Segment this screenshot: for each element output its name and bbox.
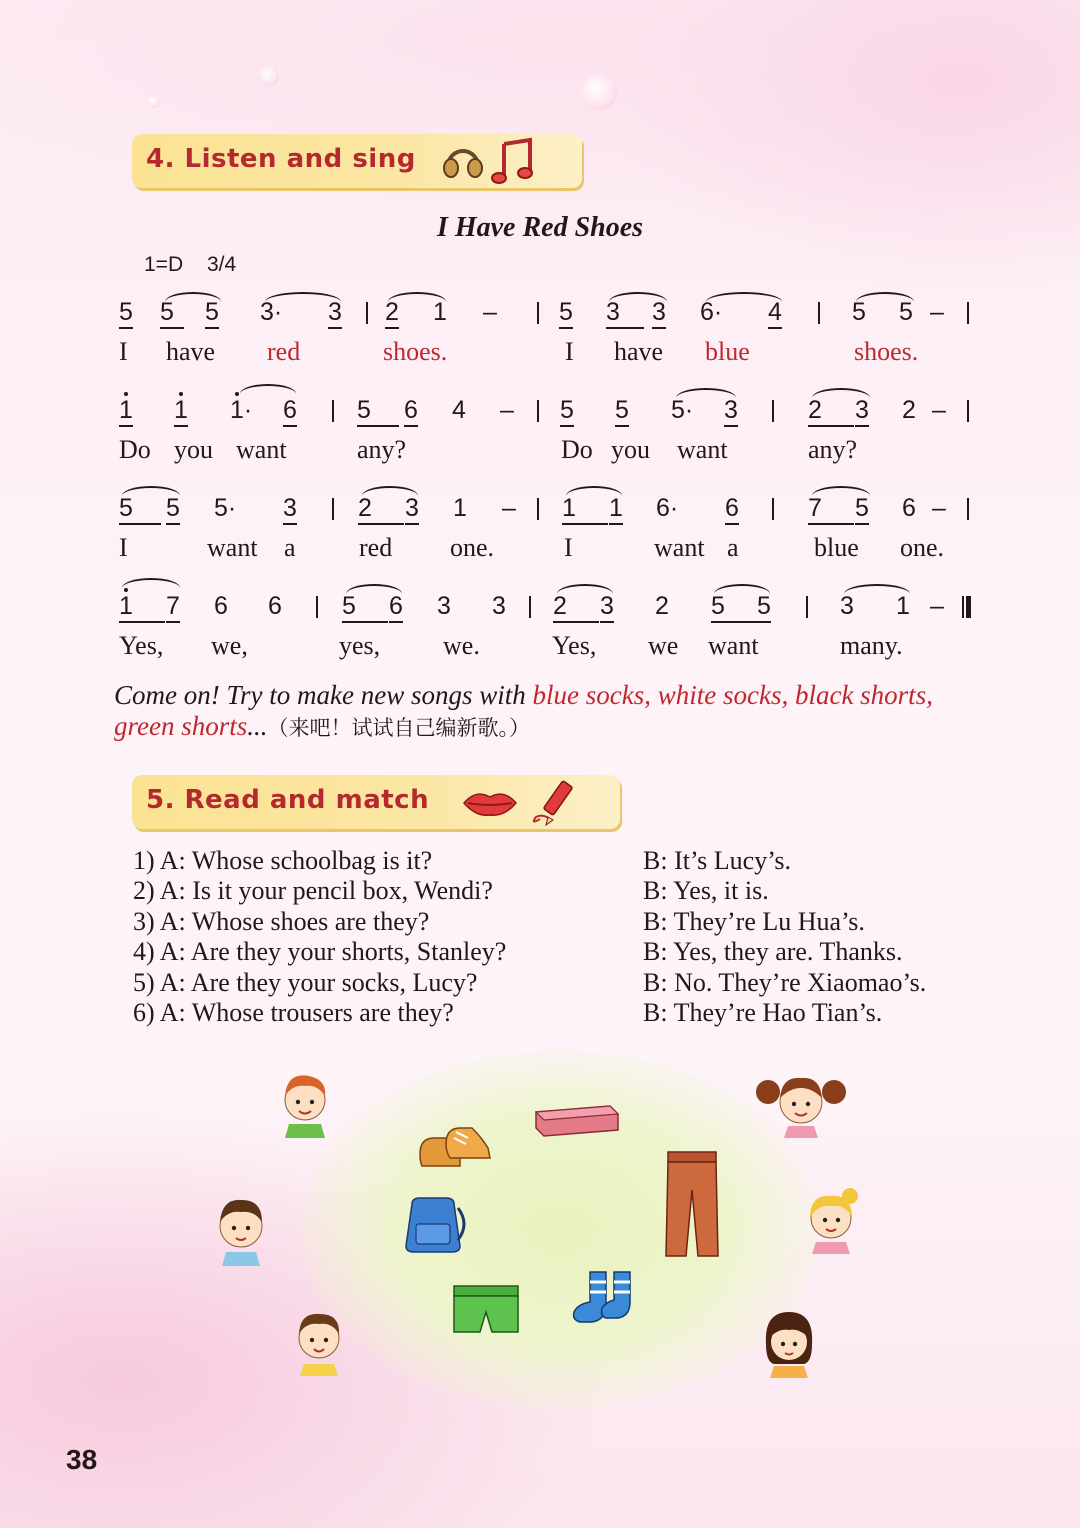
note: 3	[492, 592, 506, 620]
lyric: shoes.	[854, 337, 919, 366]
note: 4	[452, 396, 466, 424]
question-4: 4) A: Are they your shorts, Stanley?	[133, 937, 507, 966]
note: 3	[600, 592, 614, 623]
key-signature: 1=D 3/4	[144, 253, 237, 276]
try-chinese: （来吧！试试自己编新歌。）	[267, 716, 530, 740]
slur	[346, 584, 402, 594]
girl-avatar-pigtails	[754, 1066, 848, 1138]
note: 1	[609, 494, 623, 525]
question-2: 2) A: Is it your pencil box, Wendi?	[133, 876, 493, 905]
final-bar-line	[966, 596, 971, 618]
note: 2	[385, 298, 399, 329]
bar-line	[537, 302, 539, 324]
slur	[676, 388, 736, 398]
bar-line	[967, 400, 969, 422]
note: 1	[896, 592, 910, 620]
section-5-title: 5. Read and match	[146, 785, 430, 815]
slur	[706, 292, 782, 302]
note: 5	[757, 592, 771, 623]
lyric: have	[166, 337, 216, 366]
answer-1: B: It’s Lucy’s.	[643, 846, 792, 875]
lyric: Do	[561, 435, 593, 464]
note: 6	[404, 396, 418, 427]
note: 1	[453, 494, 467, 522]
lyric: we,	[211, 631, 248, 660]
note: –	[930, 298, 944, 326]
girl-avatar-dark-hair	[758, 1304, 820, 1378]
lyric: red	[267, 337, 301, 366]
bar-line	[537, 400, 539, 422]
section-4-banner	[132, 134, 582, 188]
boy-avatar-short-hair	[288, 1304, 350, 1376]
lyric: I	[565, 337, 574, 366]
question-6: 6) A: Whose trousers are they?	[133, 998, 454, 1027]
note: –	[932, 494, 946, 522]
pencil-box-image	[532, 1100, 622, 1140]
note: 1	[119, 592, 165, 623]
slur	[714, 584, 770, 594]
lyric: red	[359, 533, 393, 562]
note: 5	[119, 298, 133, 329]
note: 1	[433, 298, 447, 326]
bar-line	[332, 400, 334, 422]
bar-line	[806, 596, 808, 618]
bar-line	[316, 596, 318, 618]
answer-6: B: They’re Hao Tian’s.	[643, 998, 883, 1027]
note: 6	[389, 592, 403, 623]
note: 5	[166, 494, 180, 525]
bar-line	[332, 498, 334, 520]
lyric: want	[207, 533, 258, 562]
try-item-black-shorts: black shorts,	[794, 680, 933, 710]
note: –	[930, 592, 944, 620]
try-intro: Come on! Try to make new songs with	[114, 680, 533, 710]
lyric: I	[119, 337, 128, 366]
boy-avatar-redhair	[275, 1066, 335, 1138]
note: –	[483, 298, 497, 326]
bar-line	[967, 498, 969, 520]
lyric: many.	[840, 631, 903, 660]
page-number: 38	[66, 1444, 98, 1475]
section-5-banner	[132, 775, 620, 829]
pencil-icon	[522, 777, 582, 829]
note: 5	[899, 298, 913, 326]
bar-line	[366, 302, 368, 324]
note: 5	[160, 298, 184, 329]
question-1: 1) A: Whose schoolbag is it?	[133, 846, 433, 875]
note: 5	[852, 298, 866, 326]
note: 7	[166, 592, 180, 623]
bar-line	[772, 400, 774, 422]
try-item-white-socks: white socks,	[657, 680, 789, 710]
decorative-bubble	[259, 66, 279, 86]
lyric: one.	[900, 533, 945, 562]
note: 7	[808, 494, 854, 525]
slur	[122, 486, 180, 496]
note: 5	[559, 298, 573, 329]
lips-icon	[462, 787, 518, 819]
note: 3	[283, 494, 297, 525]
note: 5	[119, 494, 161, 525]
note: 5	[342, 592, 388, 623]
note: 2	[655, 592, 669, 620]
note: 6	[214, 592, 228, 620]
note: 2	[553, 592, 599, 623]
note: 3	[405, 494, 419, 525]
note: 5·	[671, 396, 694, 424]
note: 5	[357, 396, 399, 427]
note: 5	[205, 298, 219, 329]
lyric: you	[611, 435, 650, 464]
lyric: one.	[450, 533, 495, 562]
final-bar-line	[962, 596, 964, 618]
trousers-image	[662, 1150, 722, 1258]
note: –	[502, 494, 516, 522]
note: 5	[560, 396, 574, 427]
note: 3	[328, 298, 342, 329]
note: 3	[437, 592, 451, 620]
lyric: Yes,	[119, 631, 164, 660]
lyric: shoes.	[383, 337, 448, 366]
slur	[557, 584, 613, 594]
lyric: I	[564, 533, 573, 562]
lyric: a	[727, 533, 739, 562]
lyric: you	[174, 435, 213, 464]
try-item-green-shorts: green shorts	[114, 711, 248, 741]
note: 6·	[656, 494, 679, 522]
slur	[844, 584, 910, 594]
note: 3	[606, 298, 644, 329]
bar-line	[818, 302, 820, 324]
lyric: any?	[357, 435, 407, 464]
slur	[609, 292, 667, 302]
bar-line	[529, 596, 531, 618]
try-instructions	[114, 680, 994, 744]
song-title: I Have Red Shoes	[436, 212, 644, 243]
note: 1	[174, 396, 188, 427]
decorative-bubble	[582, 74, 618, 110]
slur	[362, 486, 418, 496]
answer-3: B: They’re Lu Hua’s.	[643, 907, 865, 936]
lyric: Yes,	[552, 631, 597, 660]
note: 6	[725, 494, 739, 525]
lyric: want	[708, 631, 759, 660]
note: 3	[652, 298, 666, 329]
girl-avatar-blonde	[798, 1184, 866, 1254]
lyric: Do	[119, 435, 151, 464]
lyric: I	[119, 533, 128, 562]
lyric: we	[648, 631, 679, 660]
lyric: want	[677, 435, 728, 464]
boy-avatar-brownhair	[210, 1190, 272, 1266]
note: 3	[724, 396, 738, 427]
note: –	[500, 396, 514, 424]
shoes-image	[416, 1118, 496, 1174]
lyric: blue	[705, 337, 750, 366]
lyric: want	[236, 435, 287, 464]
slur	[812, 388, 870, 398]
note: 4	[768, 298, 782, 329]
note: –	[932, 396, 946, 424]
slur	[388, 292, 446, 302]
note: 5	[855, 494, 869, 525]
lyric: yes,	[339, 631, 381, 660]
note: 2	[808, 396, 854, 427]
headphones-icon	[440, 138, 486, 184]
socks-image	[570, 1268, 646, 1330]
note: 6	[268, 592, 282, 620]
slur	[122, 578, 180, 588]
slur	[856, 292, 914, 302]
note: 3·	[260, 298, 283, 326]
note: 5	[711, 592, 757, 623]
question-5: 5) A: Are they your socks, Lucy?	[133, 968, 478, 997]
note: 3	[855, 396, 869, 427]
bar-line	[967, 302, 969, 324]
slur	[812, 486, 870, 496]
note: 2	[902, 396, 916, 424]
lyric: have	[614, 337, 664, 366]
lyric: we.	[443, 631, 480, 660]
note: 2	[358, 494, 404, 525]
note: 6	[902, 494, 916, 522]
note: 6·	[700, 298, 723, 326]
note: 1	[119, 396, 133, 427]
schoolbag-image	[396, 1194, 470, 1254]
slur	[265, 292, 341, 302]
shorts-image	[450, 1284, 522, 1334]
lyric: a	[284, 533, 296, 562]
slur	[566, 486, 622, 496]
music-note-icon	[490, 136, 538, 186]
lyric: blue	[814, 533, 859, 562]
note: 1	[562, 494, 608, 525]
note: 5·	[214, 494, 237, 522]
note: 6	[283, 396, 297, 427]
question-3: 3) A: Whose shoes are they?	[133, 907, 430, 936]
note: 3	[840, 592, 854, 620]
section-4-title: 4. Listen and sing	[146, 144, 416, 174]
try-ellipsis: ...	[247, 711, 268, 741]
answer-5: B: No. They’re Xiaomao’s.	[643, 968, 927, 997]
lyric: any?	[808, 435, 858, 464]
answer-4: B: Yes, they are. Thanks.	[643, 937, 903, 966]
note: 5	[615, 396, 629, 427]
answer-2: B: Yes, it is.	[643, 876, 769, 905]
decorative-bubble	[147, 95, 160, 108]
try-item-blue-socks: blue socks,	[532, 680, 651, 710]
lyric: want	[654, 533, 705, 562]
note: 1·	[230, 396, 253, 424]
slur	[165, 292, 221, 302]
bar-line	[772, 498, 774, 520]
bar-line	[537, 498, 539, 520]
slur	[240, 384, 296, 394]
